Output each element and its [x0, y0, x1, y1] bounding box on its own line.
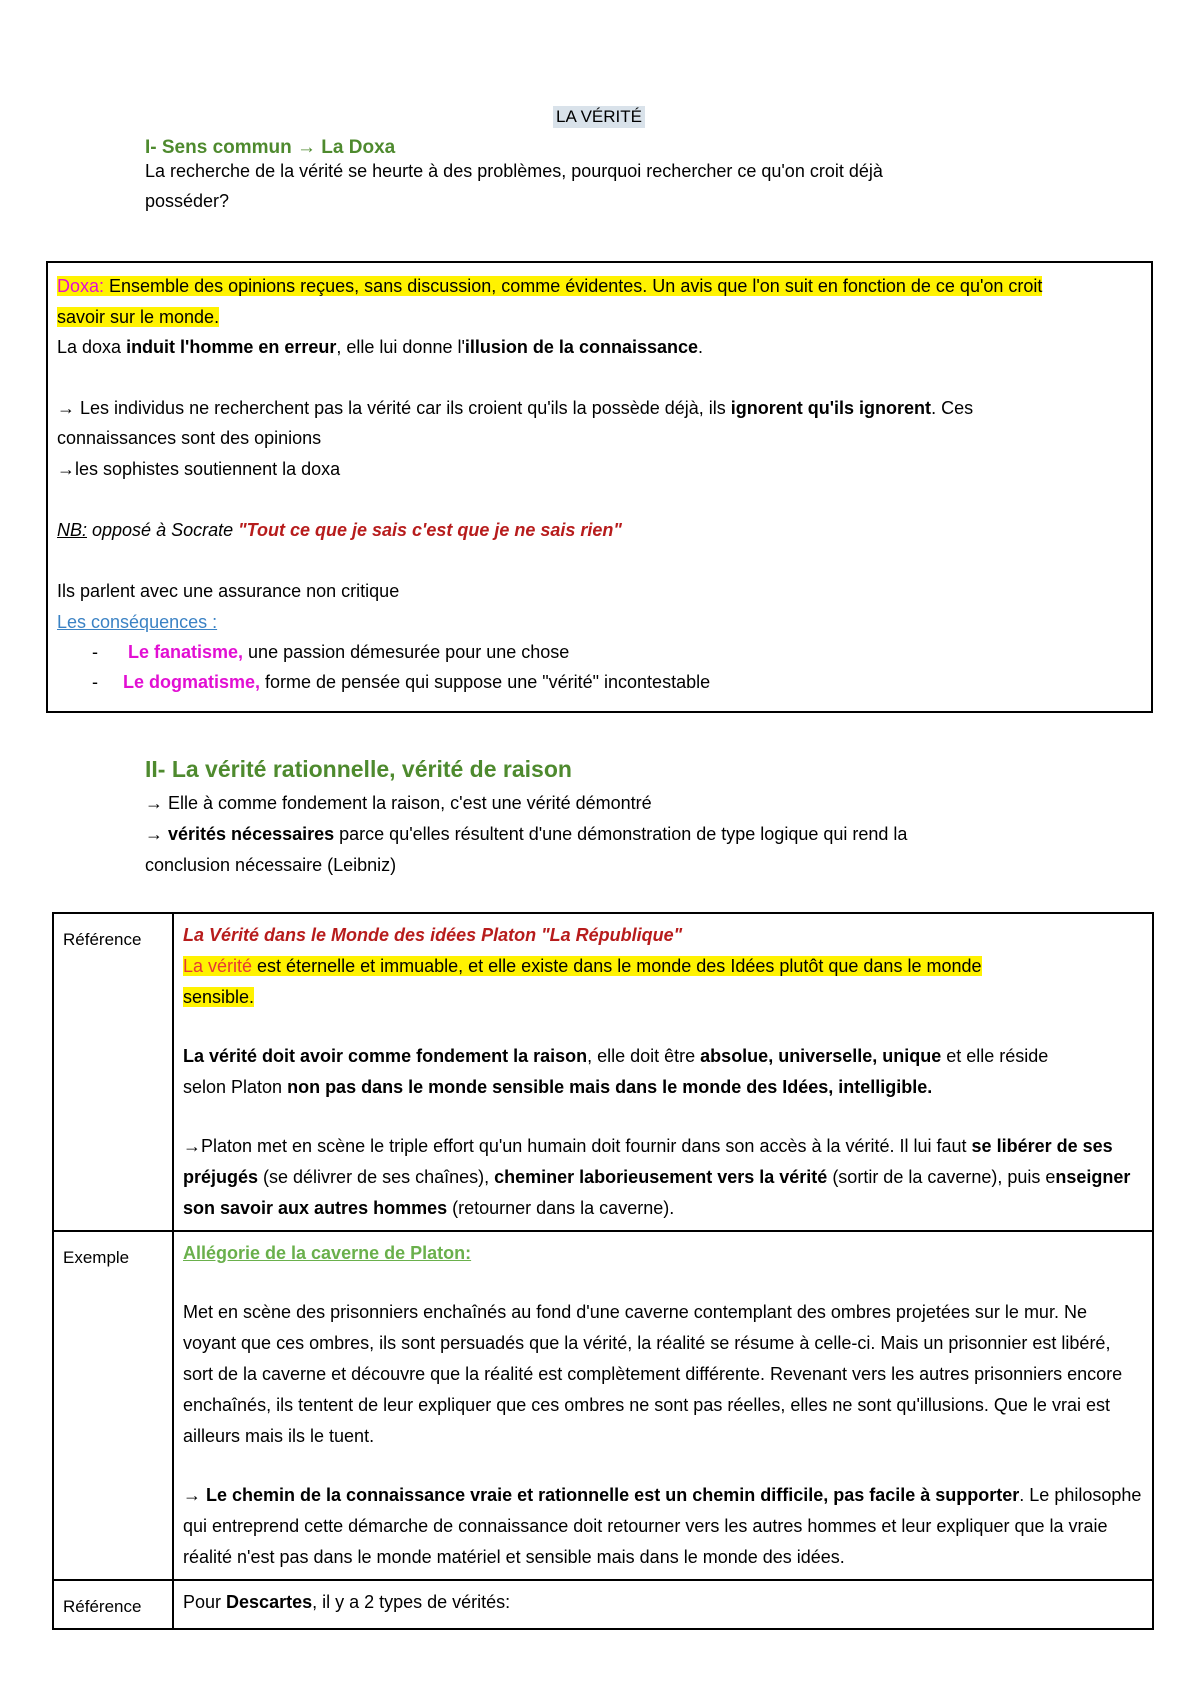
text: .	[698, 337, 704, 357]
row-content	[173, 1231, 1153, 1580]
text: parce qu'elles résultent d'une démonstration de type logique qui rend la	[334, 824, 908, 844]
text: opposé à Socrate	[87, 520, 239, 540]
text-bold: illusion de la connaissance	[464, 337, 698, 357]
text-bold: induit l'homme en erreur	[126, 337, 337, 357]
text: , elle lui donne l'	[336, 337, 465, 357]
text-bold: absolue, universelle, unique	[700, 1046, 942, 1066]
caverne-title: Allégorie de la caverne de Platon:	[183, 1243, 472, 1263]
doxa-definition-text: Ensemble des opinions reçues, sans discussion, comme évidentes. Un avis que l'on suit en fonction de ce qu'on croit	[104, 276, 1043, 296]
bullet-term: Le fanatisme,	[128, 642, 244, 662]
text: . Ces	[931, 398, 974, 418]
doxa-definition-line-1	[57, 272, 1042, 300]
section-2-line-3: conclusion nécessaire (Leibniz)	[145, 855, 397, 875]
row-label: Exemple	[53, 1231, 173, 1580]
text-bold: La vérité doit avoir comme fondement la raison	[183, 1046, 588, 1066]
text: (se délivrer de ses chaînes),	[258, 1167, 495, 1187]
bullet-term: Le dogmatisme,	[123, 672, 261, 692]
platon-paragraph-2	[183, 1041, 1143, 1103]
bullet-dogmatisme	[92, 668, 710, 696]
ignorance-line-1	[57, 394, 973, 422]
text: →	[183, 1485, 207, 1505]
platon-highlight-2	[183, 982, 1143, 1013]
consequences-label	[57, 608, 217, 636]
text-bold: non pas dans le monde sensible mais dans le monde des Idées, intelligible.	[287, 1077, 933, 1097]
bullet-fanatisme	[92, 638, 569, 666]
nb-line	[57, 516, 622, 544]
text: est éternelle et immuable, et elle existe dans le monde des Idées plutôt que dans le monde	[252, 956, 982, 976]
platon-highlight	[183, 951, 1143, 982]
text-red: La vérité	[183, 956, 253, 976]
bullet-text: une passion démesurée pour une chose	[243, 642, 570, 662]
row-content	[173, 913, 1153, 1231]
page-title: LA VÉRITÉ	[553, 106, 645, 128]
section-2-line-2	[145, 819, 907, 850]
doxa-induit-line	[57, 333, 703, 361]
text: , elle doit être	[587, 1046, 701, 1066]
socrate-quote: "Tout ce que je sais c'est que je ne sais rien"	[238, 520, 622, 540]
text-bold: nseigner son savoir aux autres hommes	[183, 1167, 1131, 1218]
platon-paragraph-3	[183, 1131, 1143, 1224]
nb-label: NB:	[57, 520, 88, 540]
doxa-label: Doxa:	[57, 276, 105, 296]
consequences-link: Les conséquences :	[57, 612, 218, 632]
ignorance-line-2: connaissances sont des opinions	[57, 428, 322, 448]
doxa-definition-text-2: savoir sur le monde.	[57, 307, 220, 327]
section-1-heading: I- Sens commun → La Doxa	[145, 137, 396, 158]
text: → Les individus ne recherchent pas la vérité car ils croient qu'ils la possède déjà, ils	[57, 398, 731, 418]
section-2-line-1: → Elle à comme fondement la raison, c'est une vérité démontré	[145, 793, 652, 813]
text: , il y a 2 types de vérités:	[312, 1592, 511, 1612]
row-label: Référence	[53, 913, 173, 1231]
reference-table	[52, 912, 1154, 1630]
table-row	[53, 1231, 1153, 1580]
section-1-intro-line-2: posséder?	[145, 191, 230, 211]
text: . Le philosophe qui entreprend cette démarche de connaissance doit retourner vers les autres hommes et leur expliquer que la vraie réalité n'est pas dans le monde matériel et sensible mais dans le monde des idées.	[183, 1485, 1142, 1567]
text: (retourner dans la caverne).	[447, 1198, 675, 1218]
table-row	[53, 1580, 1153, 1629]
text-bold: Descartes	[226, 1592, 313, 1612]
text-bold: cheminer laborieusement vers la vérité	[494, 1167, 828, 1187]
caverne-paragraph-1: Met en scène des prisonniers enchaînés au fond d'une caverne contemplant des ombres projetées sur le mur. Ne voyant que ces ombres, ils sont persuadés que la vérité, la réalité se résume à celle-ci. Mais un prisonnier est libéré, sort de la caverne et découvre que la réalité est complètement différente. Revenant vers les autres prisonniers encore enchaînés, ils tentent de leur expliquer que ces ombres ne sont pas réelles, elles ne sont qu'illusions. Que le vrai est ailleurs mais ils le tuent.	[183, 1302, 1123, 1446]
text: selon Platon	[183, 1077, 288, 1097]
text: →	[145, 824, 169, 844]
row-label: Référence	[53, 1580, 173, 1629]
text-bold: Le chemin de la connaissance vraie et rationnelle est un chemin difficile, pas facile à supporter	[206, 1485, 1020, 1505]
doxa-box	[46, 261, 1153, 713]
text-bold: vérités nécessaires	[168, 824, 335, 844]
text: Pour	[183, 1592, 227, 1612]
section-2-heading: II- La vérité rationnelle, vérité de raison	[145, 756, 572, 782]
section-1-intro-line-1: La recherche de la vérité se heurte à des problèmes, pourquoi rechercher ce qu'on croit déjà	[145, 161, 883, 181]
text: et elle réside	[941, 1046, 1049, 1066]
caverne-paragraph-2	[183, 1480, 1143, 1573]
text: La doxa	[57, 337, 127, 357]
text: sensible.	[183, 987, 255, 1007]
text: →Platon met en scène le triple effort qu'un humain doit fournir dans son accès à la vérité. Il lui faut	[183, 1136, 972, 1156]
text-bold: se libérer de ses préjugés	[183, 1136, 1113, 1187]
table-row	[53, 913, 1153, 1231]
bullet-text: forme de pensée qui suppose une "vérité" incontestable	[260, 672, 711, 692]
assurance-line: Ils parlent avec une assurance non critique	[57, 581, 400, 601]
platon-title: La Vérité dans le Monde des idées Platon "La République"	[183, 925, 683, 945]
doxa-definition-line-2	[57, 303, 219, 331]
bullet-dash: -	[92, 672, 98, 692]
text: (sortir de la caverne), puis e	[827, 1167, 1056, 1187]
text-bold: ignorent qu'ils ignorent	[730, 398, 932, 418]
row-content	[173, 1580, 1153, 1629]
bullet-dash: -	[92, 642, 98, 662]
sophistes-line: →les sophistes soutiennent la doxa	[57, 459, 341, 479]
